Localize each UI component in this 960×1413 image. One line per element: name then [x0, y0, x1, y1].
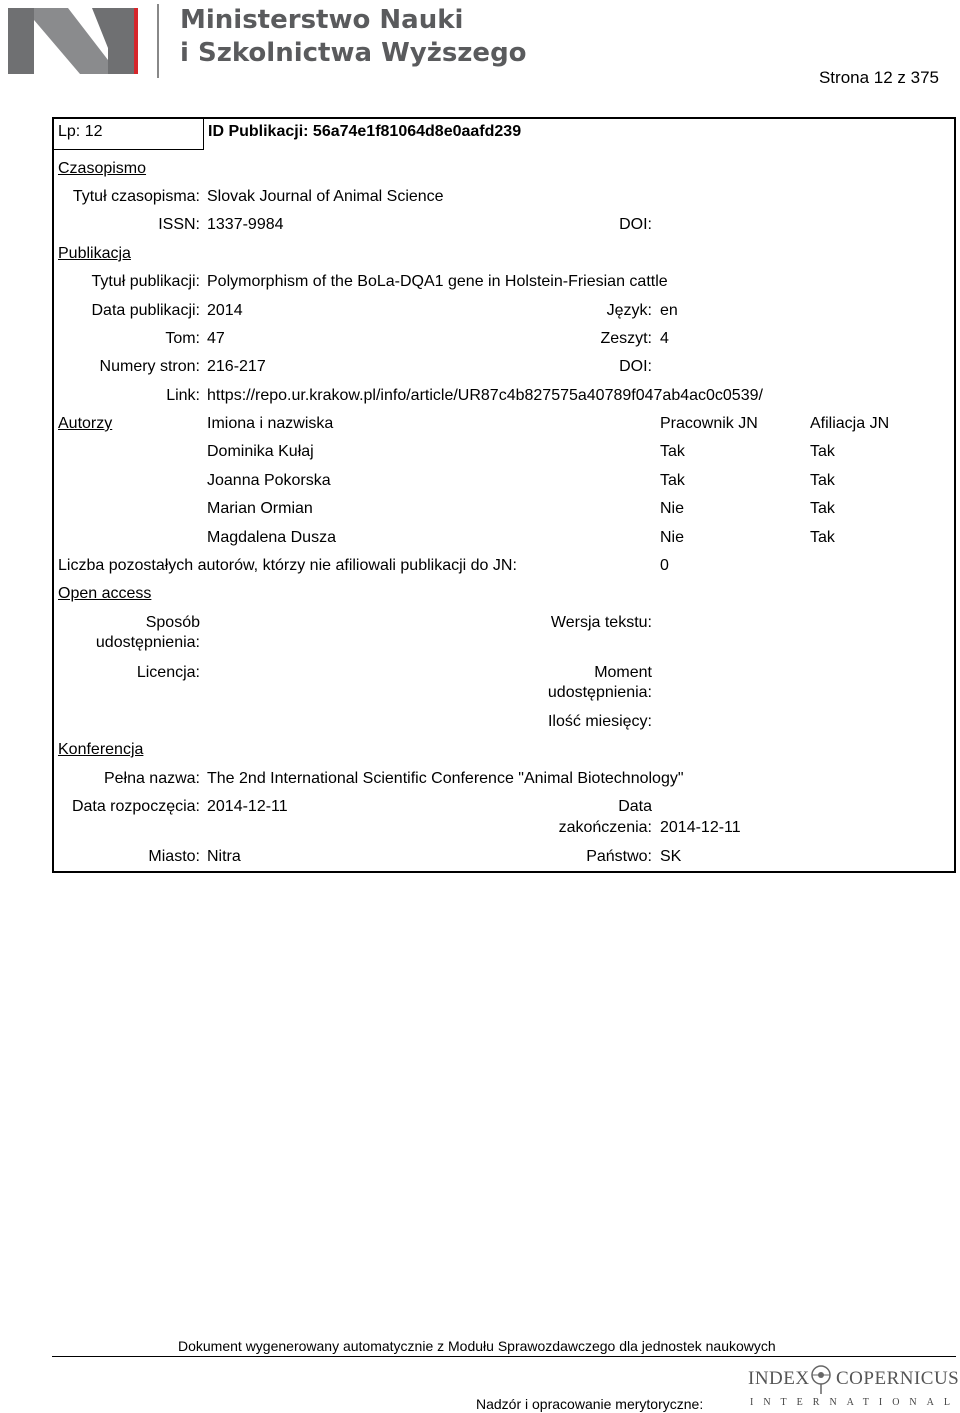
- issn-label: ISSN:: [158, 216, 200, 233]
- footer-supervision: Nadzór i opracowanie merytoryczne:: [476, 1396, 704, 1412]
- author-afiliacja: Tak: [810, 472, 835, 489]
- author-pracownik: Nie: [660, 500, 685, 517]
- authors-header-pracownik: Pracownik JN: [660, 415, 758, 432]
- header-divider: [157, 4, 159, 78]
- footer-divider: [52, 1356, 956, 1357]
- footer-generated: Dokument wygenerowany automatycznie z Modułu Sprawozdawczego dla jednostek naukowych: [178, 1338, 776, 1354]
- ic-copernicus-text: COPERNICUS: [836, 1368, 960, 1389]
- pub-link-label: Link:: [166, 387, 200, 404]
- miesiecy-label: Ilość miesięcy:: [547, 713, 652, 730]
- pub-link[interactable]: https://repo.ur.krakow.pl/info/article/UR87c4b827575a40789f047ab4ac0c0539/: [207, 387, 763, 404]
- conf-country: SK: [660, 848, 682, 865]
- ministry-name-line2: i Szkolnictwa Wyższego: [180, 38, 527, 68]
- record-id: ID Publikacji: 56a74e1f81064d8e0aafd239: [208, 123, 522, 140]
- section-publikacja: Publikacja: [58, 245, 131, 262]
- author-pracownik: Nie: [660, 529, 685, 546]
- moment-label-line1: Moment: [594, 664, 652, 681]
- pub-pages-label: Numery stron:: [99, 358, 200, 375]
- record-lp: Lp: 12: [58, 123, 103, 140]
- author-afiliacja: Tak: [810, 500, 835, 517]
- pub-title: Polymorphism of the BoLa-DQA1 gene in Holstein-Friesian cattle: [207, 273, 668, 290]
- pub-pages: 216-217: [207, 358, 266, 375]
- moment-label-line2: udostępnienia:: [547, 684, 652, 701]
- journal-title: Slovak Journal of Animal Science: [207, 188, 444, 205]
- pub-title-label: Tytuł publikacji:: [91, 273, 200, 290]
- pub-date-label: Data publikacji:: [91, 302, 200, 319]
- pub-tom: 47: [207, 330, 225, 347]
- conf-end: 2014-12-11: [660, 819, 741, 836]
- author-pracownik: Tak: [660, 443, 685, 460]
- ministry-emblem-icon: [8, 8, 138, 74]
- page-indicator: Strona 12 z 375: [818, 68, 939, 87]
- conf-city: Nitra: [207, 848, 241, 865]
- ministry-logo: [8, 8, 138, 74]
- ministry-name-line1: Ministerstwo Nauki: [180, 5, 464, 35]
- ic-international-text: INTERNATIONAL: [750, 1397, 960, 1408]
- journal-doi-label: DOI:: [619, 216, 652, 233]
- sposob-label-line1: Sposób: [145, 614, 200, 631]
- ic-index-text: INDEX: [748, 1368, 810, 1389]
- index-copernicus-logo: [748, 1364, 958, 1410]
- pub-zeszyt: 4: [660, 330, 669, 347]
- pub-zeszyt-label: Zeszyt:: [600, 330, 652, 347]
- pub-date: 2014: [207, 302, 243, 319]
- author-name: Dominika Kułaj: [207, 443, 314, 460]
- pub-lang: en: [660, 302, 678, 319]
- issn-value: 1337-9984: [207, 216, 284, 233]
- sposob-label-line2: udostępnienia:: [95, 634, 200, 651]
- pub-tom-label: Tom:: [165, 330, 200, 347]
- conf-city-label: Miasto:: [148, 848, 200, 865]
- wersja-label: Wersja tekstu:: [550, 614, 652, 631]
- journal-title-label: Tytuł czasopisma:: [72, 188, 200, 205]
- authors-header-afiliacja: Afiliacja JN: [810, 415, 890, 432]
- conf-name: The 2nd International Scientific Conference "Animal Biotechnology": [207, 770, 684, 787]
- other-authors-label: Liczba pozostałych autorów, którzy nie afiliowali publikacji do JN:: [58, 557, 517, 574]
- section-konferencja: Konferencja: [58, 741, 144, 758]
- conf-name-label: Pełna nazwa:: [103, 770, 200, 787]
- conf-start: 2014-12-11: [207, 798, 288, 815]
- copernicus-emblem-icon: [810, 1364, 832, 1394]
- conf-start-label: Data rozpoczęcia:: [71, 798, 200, 815]
- conf-end-label-line2: zakończenia:: [558, 819, 652, 836]
- author-name: Marian Ormian: [207, 500, 313, 517]
- section-open-access: Open access: [58, 585, 152, 602]
- author-afiliacja: Tak: [810, 443, 835, 460]
- licencja-label: Licencja:: [136, 664, 200, 681]
- authors-header-name: Imiona i nazwiska: [207, 415, 334, 432]
- section-autorzy: Autorzy: [58, 415, 113, 432]
- author-name: Joanna Pokorska: [207, 472, 331, 489]
- conf-end-label-line1: Data: [618, 798, 652, 815]
- section-czasopismo: Czasopismo: [58, 160, 147, 177]
- conf-country-label: Państwo:: [586, 848, 652, 865]
- pub-doi-label: DOI:: [619, 358, 652, 375]
- author-pracownik: Tak: [660, 472, 685, 489]
- author-name: Magdalena Dusza: [207, 529, 336, 546]
- pub-lang-label: Język:: [606, 302, 652, 319]
- other-authors-value: 0: [660, 557, 669, 574]
- author-afiliacja: Tak: [810, 529, 835, 546]
